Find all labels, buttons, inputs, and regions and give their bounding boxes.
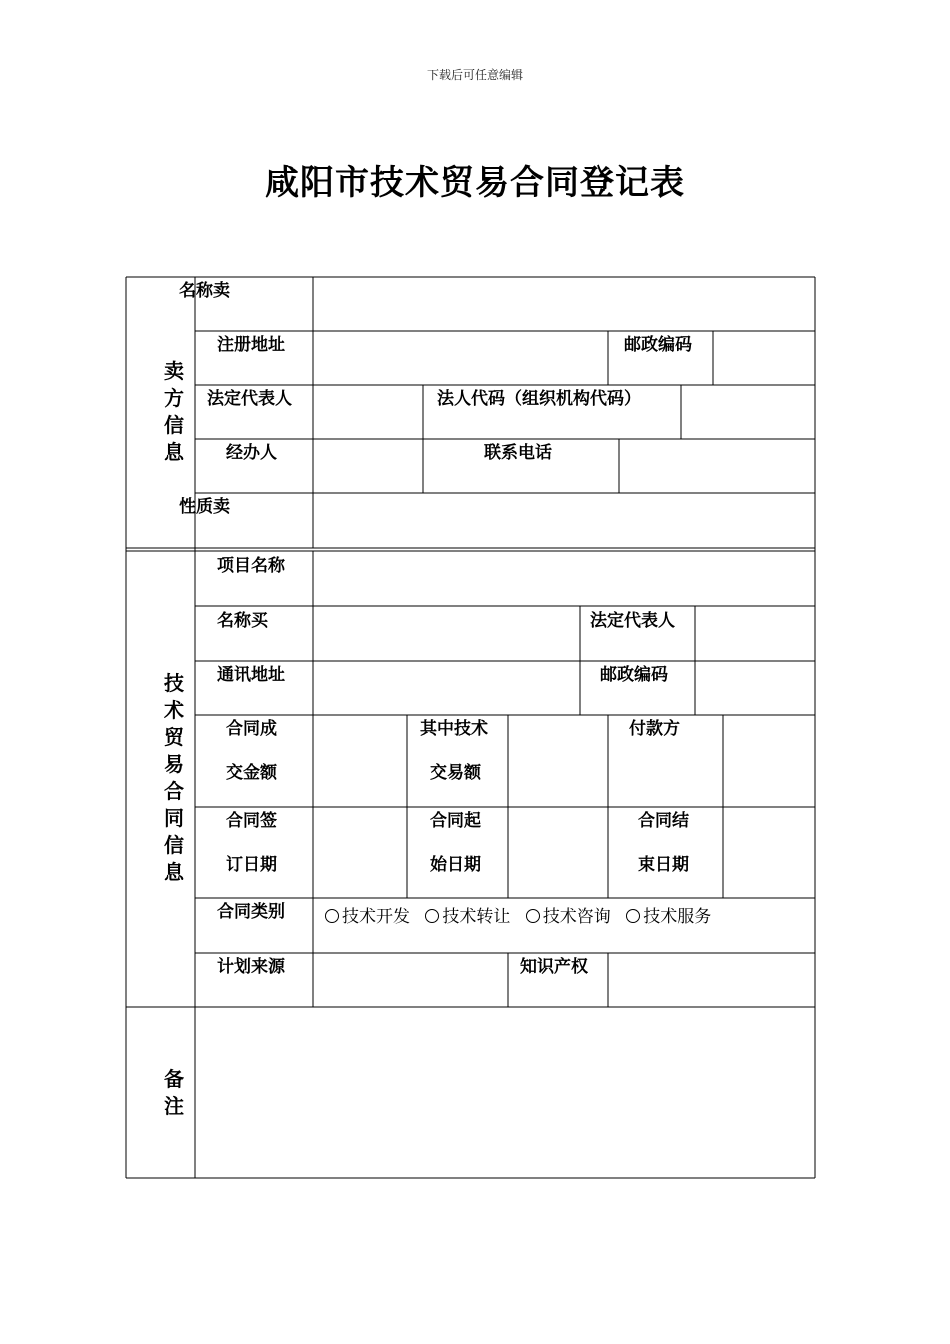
end-date-label-2: 束日期 — [638, 855, 689, 875]
type-option-consult[interactable]: 技术咨询 — [526, 907, 611, 927]
document-title: 咸阳市技术贸易合同登记表 — [265, 163, 685, 203]
buyer-legal-rep-label: 法定代表人 — [590, 611, 675, 631]
type-option-dev[interactable]: 技术开发 — [325, 907, 410, 927]
seller-phone-label: 联系电话 — [484, 443, 552, 463]
contract-amount-label-1: 合同成 — [226, 719, 277, 739]
radio-circle-icon — [425, 909, 439, 923]
sign-date-label-1: 合同签 — [226, 811, 277, 831]
radio-circle-icon — [325, 909, 339, 923]
seller-nature-label: 性质卖 — [179, 497, 230, 517]
seller-legal-rep-label: 法定代表人 — [207, 389, 292, 409]
buyer-postal-code-label: 邮政编码 — [600, 665, 668, 685]
header-note: 下载后可任意编辑 — [426, 68, 523, 82]
contract-amount-label-2: 交金额 — [226, 763, 277, 783]
seller-reg-address-label: 注册地址 — [217, 335, 285, 355]
start-date-label-2: 始日期 — [430, 855, 481, 875]
end-date-label-1: 合同结 — [638, 811, 689, 831]
tech-amount-label-2: 交易额 — [430, 763, 481, 783]
seller-handler-label: 经办人 — [226, 443, 277, 463]
sign-date-label-2: 订日期 — [226, 855, 277, 875]
radio-circle-icon — [626, 909, 640, 923]
buyer-name-label: 名称买 — [217, 611, 268, 631]
contract-section-label: 技 术 贸 易 合 同 信 息 — [164, 671, 184, 884]
seller-name-label: 名称卖 — [179, 281, 230, 301]
plan-source-label: 计划来源 — [217, 957, 285, 977]
contract-type-label: 合同类别 — [217, 902, 285, 922]
seller-org-code-label: 法人代码（组织机构代码） — [437, 389, 641, 409]
mail-address-label: 通讯地址 — [217, 665, 285, 685]
seller-postal-code-label: 邮政编码 — [624, 335, 692, 355]
type-option-service[interactable]: 技术服务 — [626, 907, 711, 927]
project-name-label: 项目名称 — [217, 556, 285, 576]
seller-section-label: 卖 方 信 息 — [164, 359, 184, 464]
start-date-label-1: 合同起 — [430, 811, 481, 831]
payment-label: 付款方 — [629, 719, 680, 739]
tech-amount-label-1: 其中技术 — [420, 719, 488, 739]
contract-type-options — [325, 902, 721, 927]
ip-label: 知识产权 — [520, 957, 588, 977]
remarks-section-label: 备 注 — [164, 1067, 184, 1118]
type-option-transfer[interactable]: 技术转让 — [425, 907, 510, 927]
radio-circle-icon — [526, 909, 540, 923]
